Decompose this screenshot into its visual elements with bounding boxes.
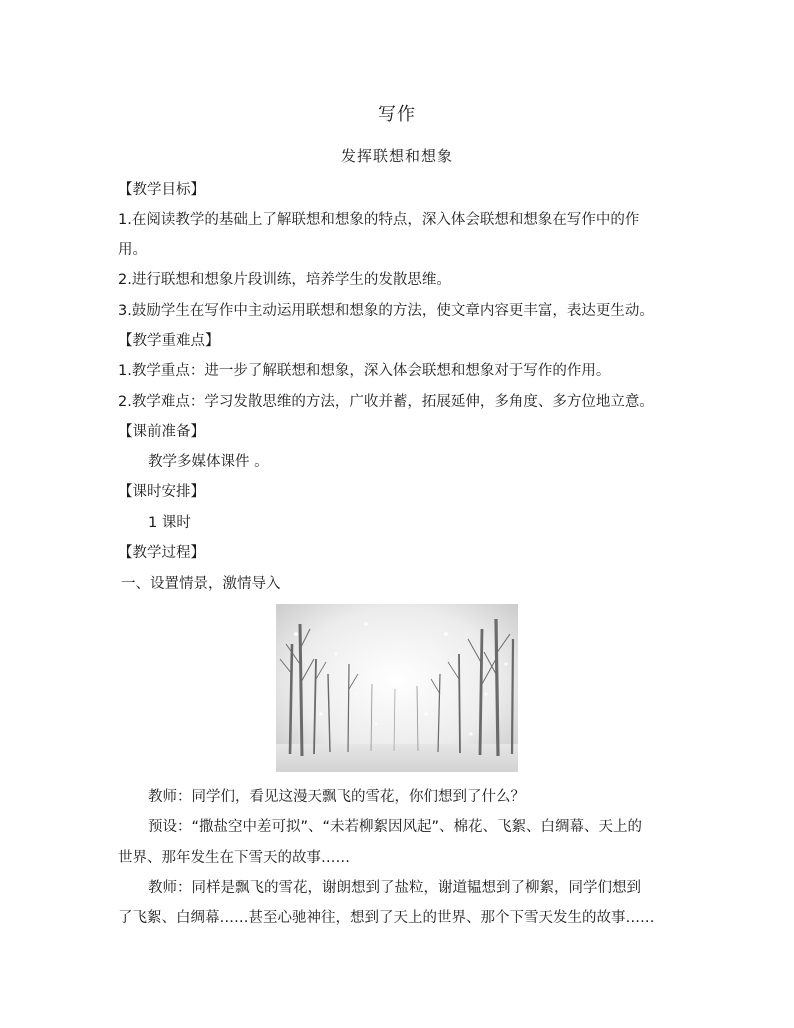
key-point-1: 1.教学重点：进一步了解联想和想象，深入体会联想和想象对于写作的作用。 xyxy=(118,363,611,379)
key-points-header: 【教学重难点】 xyxy=(118,333,220,349)
prep-text: 教学多媒体课件 。 xyxy=(148,454,269,470)
time-text: 1 课时 xyxy=(148,515,191,531)
goal-1-line-2: 用。 xyxy=(118,242,147,258)
goal-2: 2.进行联想和想象片段训练，培养学生的发散思维。 xyxy=(118,272,451,288)
paragraph-3-line-1: 教师：同样是飘飞的雪花，谢朗想到了盐粒，谢道韫想到了柳絮，同学们想到 xyxy=(148,880,641,896)
document-subtitle: 发挥联想和想象 xyxy=(340,147,453,165)
snowy-forest-image xyxy=(276,604,518,772)
paragraph-1: 教师：同学们，看见这漫天飘飞的雪花，你们想到了什么？ xyxy=(148,789,525,805)
paragraph-2-line-1: 预设：“撒盐空中差可拟”、“未若柳絮因风起”、棉花、飞絮、白绸幕、天上的 xyxy=(148,819,643,835)
goal-1-line-1: 1.在阅读教学的基础上了解联想和想象的特点，深入体会联想和想象在写作中的作 xyxy=(118,212,640,228)
step-1-heading: 一、设置情景，激情导入 xyxy=(121,576,281,592)
paragraph-3-line-2: 了飞絮、白绸幕……甚至心驰神往，想到了天上的世界、那个下雪天发生的故事…… xyxy=(118,910,655,926)
key-point-2: 2.教学难点：学习发散思维的方法，广收并蓄，拓展延伸，多角度、多方位地立意。 xyxy=(118,394,654,410)
goals-header: 【教学目标】 xyxy=(118,182,205,198)
paragraph-2-line-2: 世界、那年发生在下雪天的故事…… xyxy=(118,850,350,866)
document-title: 写作 xyxy=(378,104,416,125)
process-header: 【教学过程】 xyxy=(118,545,205,561)
time-header: 【课时安排】 xyxy=(118,484,205,500)
goal-3: 3.鼓励学生在写作中主动运用联想和想象的方法，使文章内容更丰富，表达更生动。 xyxy=(118,303,654,319)
prep-header: 【课前准备】 xyxy=(118,424,205,440)
